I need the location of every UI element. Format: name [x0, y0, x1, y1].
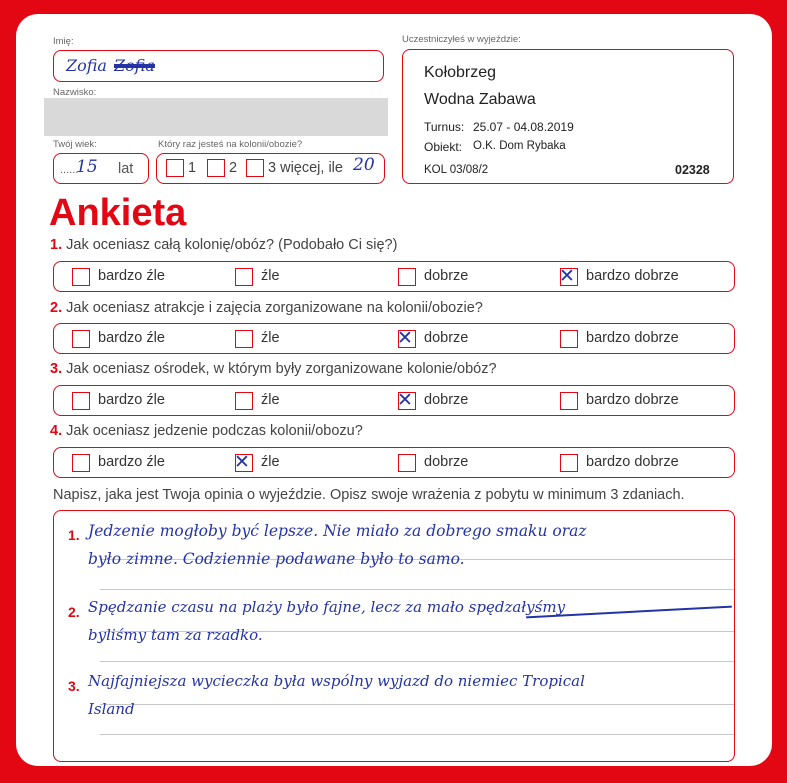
- q1-option-zle: źle: [261, 268, 280, 284]
- survey-title: Ankieta: [49, 192, 187, 234]
- q4-option-bardzo-zle: bardzo źle: [98, 454, 165, 470]
- q3-option-zle: źle: [261, 392, 280, 408]
- age-field[interactable]: [53, 153, 149, 184]
- ruled-line: [100, 734, 734, 735]
- check-mark-icon: ✕: [234, 451, 250, 473]
- q4-option-zle: źle: [261, 454, 280, 470]
- check-mark-icon: ✕: [397, 327, 413, 349]
- times-label: Który raz jesteś na kolonii/obozie?: [158, 139, 303, 150]
- times-checkbox-3[interactable]: [246, 159, 264, 177]
- q3-option-bardzo-zle: bardzo źle: [98, 392, 165, 408]
- q1-option-dobrze: dobrze: [424, 268, 469, 284]
- q3-checkbox-bardzo-dobrze[interactable]: [560, 392, 578, 410]
- trip-label: Uczestniczyłeś w wyjeździe:: [402, 34, 521, 45]
- q3-checkbox-dobrze[interactable]: [397, 389, 416, 411]
- q4-checkbox-bardzo-dobrze[interactable]: [560, 454, 578, 472]
- name-struck: Zofia: [114, 56, 155, 75]
- q2-option-bardzo-dobrze: bardzo dobrze: [586, 330, 679, 346]
- q2-option-dobrze: dobrze: [424, 330, 469, 346]
- q4-option-dobrze: dobrze: [424, 454, 469, 470]
- question-2-text: 2. Jak oceniasz atrakcje i zajęcia zorganizowane na kolonii/obozie?: [50, 300, 483, 316]
- times-option-2: 2: [229, 160, 238, 176]
- surname-label: Nazwisko:: [53, 87, 97, 98]
- turnus-value: 25.07 - 04.08.2019: [473, 120, 574, 134]
- answer-2-line-2: byliśmy tam za rzadko.: [88, 626, 263, 644]
- q3-option-bardzo-dobrze: bardzo dobrze: [586, 392, 679, 408]
- trip-box: [402, 49, 734, 184]
- times-checkbox-1[interactable]: [166, 159, 184, 177]
- q1-checkbox-bardzo-zle[interactable]: [72, 268, 90, 286]
- q3-option-dobrze: dobrze: [424, 392, 469, 408]
- q1-checkbox-zle[interactable]: [235, 268, 253, 286]
- times-value: 20: [353, 155, 375, 175]
- q4-checkbox-zle[interactable]: [234, 451, 253, 473]
- q4-checkbox-dobrze[interactable]: [398, 454, 416, 472]
- answer-1-line-2: było zimne. Codziennie podawane było to samo.: [88, 550, 465, 568]
- q4-checkbox-bardzo-zle[interactable]: [72, 454, 90, 472]
- name-label: Imię:: [53, 36, 74, 47]
- obiekt-value: O.K. Dom Rybaka: [473, 140, 566, 152]
- question-1-text: 1. Jak oceniasz całą kolonię/obóz? (Podobało Ci się?): [50, 237, 398, 253]
- answer-3-line-1: Najfajniejsza wycieczka była wspólny wyjazd do niemiec Tropical: [88, 672, 585, 690]
- check-mark-icon: ✕: [559, 265, 575, 287]
- q2-option-bardzo-zle: bardzo źle: [98, 330, 165, 346]
- question-3-text: 3. Jak oceniasz ośrodek, w którym były zorganizowane kolonie/obóz?: [50, 361, 497, 377]
- answer-1-line-1: Jedzenie mogłoby być lepsze. Nie miało za dobrego smaku oraz: [88, 522, 587, 540]
- turnus-label: Turnus:: [424, 120, 465, 134]
- ruled-line: [100, 661, 734, 662]
- q3-checkbox-bardzo-zle[interactable]: [72, 392, 90, 410]
- q2-checkbox-bardzo-zle[interactable]: [72, 330, 90, 348]
- times-option-1: 1: [188, 160, 197, 176]
- trip-number: 02328: [675, 163, 710, 177]
- q2-checkbox-dobrze[interactable]: [397, 327, 416, 349]
- q1-option-bardzo-dobrze: bardzo dobrze: [586, 268, 679, 284]
- question-3-options: [53, 385, 735, 416]
- open-question-prompt: Napisz, jaka jest Twoja opinia o wyjeździe. Opisz swoje wrażenia z pobytu w minimum 3 zdaniach.: [53, 487, 685, 503]
- q2-option-zle: źle: [261, 330, 280, 346]
- question-2-options: [53, 323, 735, 354]
- trip-place: Kołobrzeg: [424, 64, 497, 81]
- age-label: Twój wiek:: [53, 139, 97, 150]
- name-field[interactable]: [53, 50, 384, 82]
- question-4-options: [53, 447, 735, 478]
- trip-name: Wodna Zabawa: [424, 91, 536, 108]
- q1-checkbox-bardzo-dobrze[interactable]: [559, 265, 578, 287]
- answer-3-line-2: Island: [88, 700, 135, 718]
- q3-checkbox-zle[interactable]: [235, 392, 253, 410]
- answer-2-number: 2.: [68, 604, 80, 620]
- name-value: Zofia: [66, 56, 107, 75]
- times-field[interactable]: [156, 153, 385, 184]
- survey-sheet: [16, 14, 772, 766]
- question-1-options: [53, 261, 735, 292]
- trip-code: KOL 03/08/2: [424, 164, 489, 176]
- q1-checkbox-dobrze[interactable]: [398, 268, 416, 286]
- age-unit: lat: [118, 161, 134, 177]
- check-mark-icon: ✕: [397, 389, 413, 411]
- ruled-line: [100, 704, 734, 705]
- q4-option-bardzo-dobrze: bardzo dobrze: [586, 454, 679, 470]
- age-dots: ......: [60, 164, 79, 176]
- obiekt-label: Obiekt:: [424, 140, 463, 154]
- age-value: 15: [76, 157, 98, 177]
- ruled-line: [100, 589, 734, 590]
- times-option-3: 3 więcej, ile: [268, 160, 343, 176]
- surname-redacted: [44, 98, 388, 136]
- answer-3-number: 3.: [68, 678, 80, 694]
- times-checkbox-2[interactable]: [207, 159, 225, 177]
- answer-1-number: 1.: [68, 527, 80, 543]
- answer-2-line-1: Spędzanie czasu na plaży było fajne, lecz za mało spędzałyśmy: [88, 598, 566, 616]
- q2-checkbox-zle[interactable]: [235, 330, 253, 348]
- q2-checkbox-bardzo-dobrze[interactable]: [560, 330, 578, 348]
- q1-option-bardzo-zle: bardzo źle: [98, 268, 165, 284]
- question-4-text: 4. Jak oceniasz jedzenie podczas kolonii/obozu?: [50, 423, 363, 439]
